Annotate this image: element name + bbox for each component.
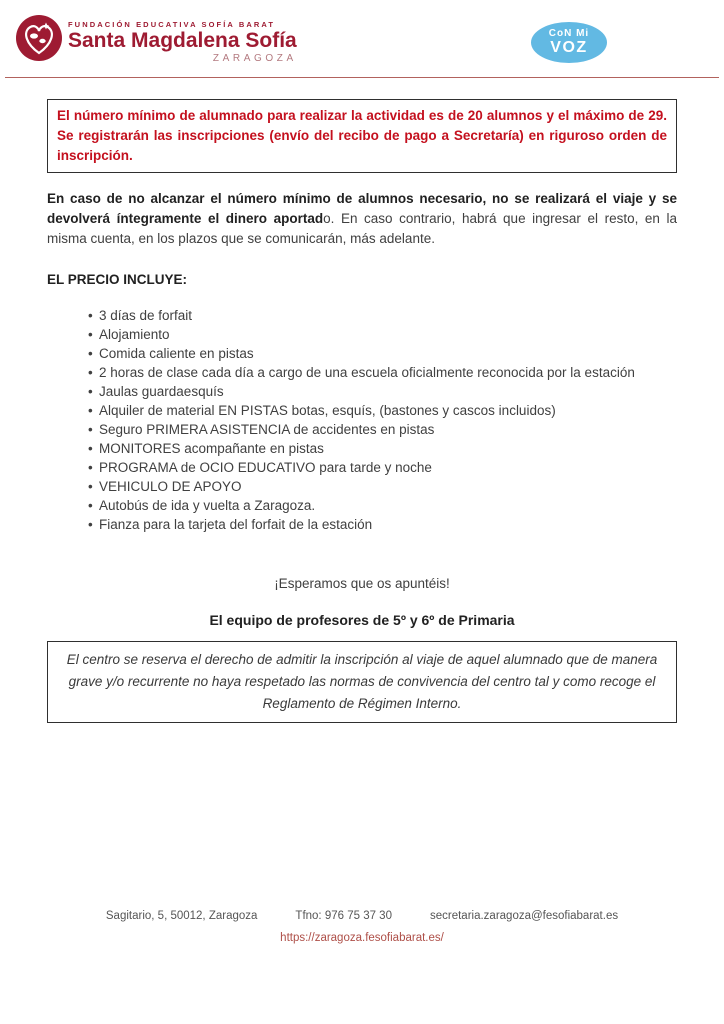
footer-phone: Tfno: 976 75 37 30: [295, 910, 392, 922]
price-includes-list: [47, 306, 677, 534]
list-item: • MONITORES acompañante en pistas: [88, 439, 677, 458]
list-item: • Seguro PRIMERA ASISTENCIA de accidentes en pistas: [88, 420, 677, 439]
badge-line2: VOZ: [550, 39, 588, 56]
list-item: • Fianza para la tarjeta del forfait de la estación: [88, 515, 677, 534]
enrollment-notice-box: [47, 99, 677, 173]
list-item: • Alojamiento: [88, 325, 677, 344]
list-item: • Comida caliente en pistas: [88, 344, 677, 363]
page-footer: [0, 910, 724, 946]
list-item: • 2 horas de clase cada día a cargo de una escuela oficialmente reconocida por la estación: [88, 363, 677, 382]
footer-contact-line: [0, 910, 724, 922]
school-logo: [15, 14, 297, 64]
school-city: ZARAGOZA: [212, 53, 297, 64]
list-item: • 3 días de forfait: [88, 306, 677, 325]
list-item: • Alquiler de material EN PISTAS botas, esquís, (bastones y cascos incluidos): [88, 401, 677, 420]
refund-paragraph-regular: o. En caso contrario, habrá que ingresar el resto, en la misma cuenta, en los plazos que se comunicarán, más adelante.: [47, 211, 677, 246]
footer-website-link[interactable]: https://zaragoza.fesofiabarat.es/: [280, 932, 444, 944]
con-mi-voz-badge: [531, 22, 607, 63]
header-divider: [5, 77, 719, 78]
badge-line1: CoN Mi: [548, 28, 590, 39]
school-brand-text: [68, 14, 297, 64]
footer-address: Sagitario, 5, 50012, Zaragoza: [105, 910, 258, 922]
closing-signature: El equipo de profesores de 5º y 6º de Primaria: [209, 612, 515, 628]
list-item: • Autobús de ida y vuelta a Zaragoza.: [88, 496, 677, 515]
foundation-name: FUNDACIÓN EDUCATIVA SOFÍA BARAT: [68, 20, 276, 29]
enrollment-notice-text: El número mínimo de alumnado para realizar la actividad es de 20 alumnos y el máximo de 29. Se registrarán las inscripciones (envío del recibo de pago a Secretaría) en riguroso orden de inscripción.: [57, 108, 667, 163]
list-item: • PROGRAMA de OCIO EDUCATIVO para tarde y noche: [88, 458, 677, 477]
heart-globe-icon: [15, 14, 63, 62]
refund-paragraph-bold: En caso de no alcanzar el número mínimo de alumnos necesario, no se realizará el viaje y se devolverá íntegramente el dinero aportad: [47, 191, 677, 226]
school-name: Santa Magdalena Sofía: [68, 29, 297, 52]
list-item: • Jaulas guardaesquís: [88, 382, 677, 401]
footer-email: secretaria.zaragoza@fesofiabarat.es: [429, 910, 619, 922]
list-item: • VEHICULO DE APOYO: [88, 477, 677, 496]
disclaimer-text: El centro se reserva el derecho de admitir la inscripción al viaje de aquel alumnado que de manera grave y/o recurrente no haya respetado las normas de convivencia del centro tal y como recoge el Reglamento de Régimen Interno.: [66, 652, 658, 711]
disclaimer-box: [47, 641, 677, 723]
document-body: [47, 99, 677, 723]
price-includes-heading: EL PRECIO INCLUYE:: [47, 272, 188, 287]
closing-invite: ¡Esperamos que os apuntéis!: [274, 576, 450, 591]
refund-paragraph: [47, 189, 677, 249]
